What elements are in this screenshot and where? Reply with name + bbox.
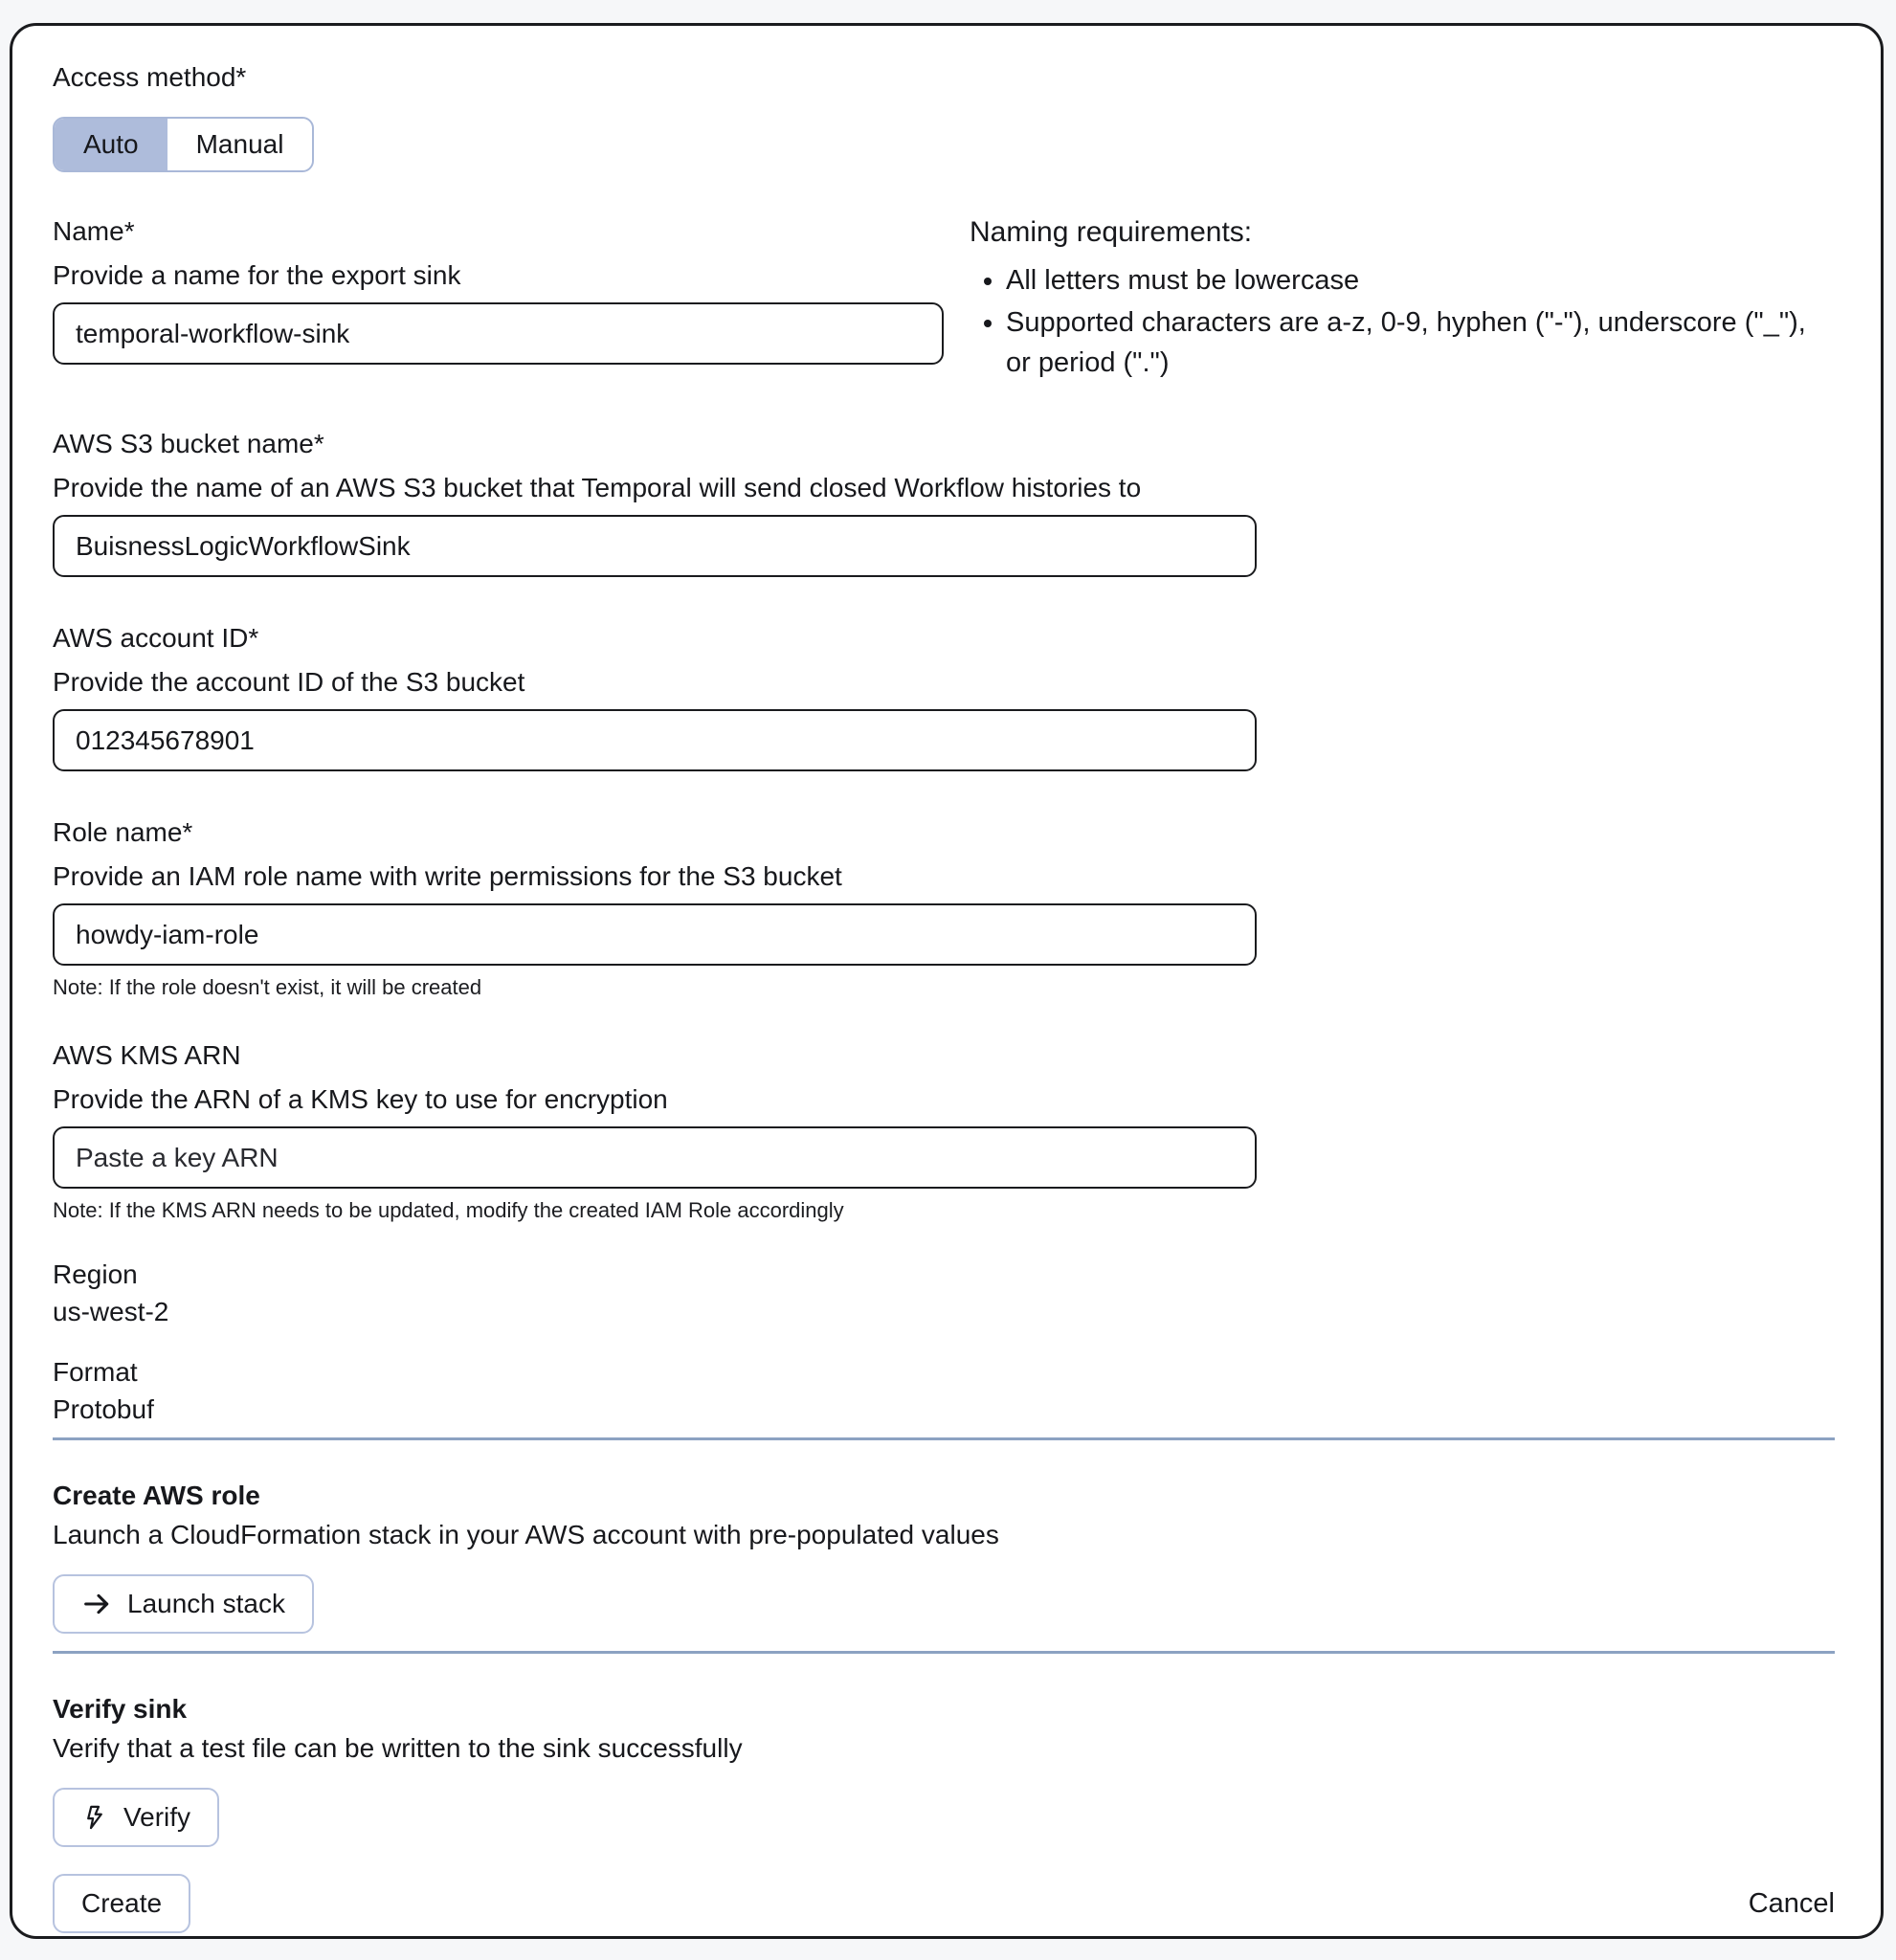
account-id-label: AWS account ID*: [53, 623, 259, 653]
create-aws-role-title: Create AWS role: [53, 1481, 260, 1510]
kms-arn-description: Provide the ARN of a KMS key to use for encryption: [53, 1084, 668, 1114]
export-sink-form-card: [10, 23, 1884, 1939]
verify-button-label: Verify: [123, 1802, 191, 1832]
launch-stack-button-label: Launch stack: [127, 1589, 285, 1618]
name-input[interactable]: [53, 302, 944, 365]
section-divider: [53, 1437, 1835, 1440]
name-field: [53, 214, 944, 383]
region-label: Region: [53, 1259, 138, 1289]
account-id-description: Provide the account ID of the S3 bucket: [53, 667, 525, 697]
cancel-button[interactable]: Cancel: [1748, 1887, 1835, 1919]
naming-requirement-item: • All letters must be lowercase: [1006, 260, 1835, 301]
verify-sink-section: [53, 1692, 1835, 1847]
role-name-input[interactable]: [53, 903, 1257, 966]
region-value: us-west-2: [53, 1297, 169, 1326]
role-name-note: Note: If the role doesn't exist, it will be created: [53, 975, 482, 999]
naming-requirements: [970, 214, 1835, 383]
create-aws-role-section: [53, 1479, 1835, 1634]
naming-requirements-list: [970, 260, 1835, 383]
form-actions: [53, 1874, 1835, 1933]
s3-bucket-description: Provide the name of an AWS S3 bucket that Temporal will send closed Workflow histories to: [53, 473, 1142, 502]
create-button-label: Create: [81, 1888, 163, 1918]
kms-arn-label: AWS KMS ARN: [53, 1040, 241, 1070]
account-id-field: [53, 621, 1835, 771]
access-method-toggle: [53, 117, 314, 172]
role-name-field: [53, 815, 1835, 1000]
access-method-option-auto[interactable]: Auto: [55, 119, 167, 170]
region-readout: [53, 1258, 1835, 1328]
create-aws-role-description: Launch a CloudFormation stack in your AWS account with pre-populated values: [53, 1520, 999, 1549]
s3-bucket-field: [53, 427, 1835, 577]
naming-requirement-item: • Supported characters are a-z, 0-9, hyphen ("-"), underscore ("_"), or period ("."): [1006, 302, 1835, 383]
create-button[interactable]: [53, 1874, 190, 1933]
access-method-label: Access method*: [53, 62, 247, 92]
name-label: Name*: [53, 216, 135, 246]
verify-button[interactable]: [53, 1788, 219, 1847]
s3-bucket-label: AWS S3 bucket name*: [53, 429, 324, 458]
access-method-option-manual[interactable]: Manual: [167, 119, 313, 170]
account-id-input[interactable]: [53, 709, 1257, 771]
arrow-right-icon: [81, 1589, 112, 1619]
format-label: Format: [53, 1357, 138, 1387]
kms-arn-input[interactable]: [53, 1126, 1257, 1189]
role-name-description: Provide an IAM role name with write permissions for the S3 bucket: [53, 861, 842, 891]
lightning-bolt-icon: [81, 1804, 108, 1831]
format-value: Protobuf: [53, 1394, 154, 1424]
naming-requirements-title: Naming requirements:: [970, 216, 1253, 248]
kms-arn-note: Note: If the KMS ARN needs to be updated, modify the created IAM Role accordingly: [53, 1198, 844, 1222]
s3-bucket-input[interactable]: [53, 515, 1257, 577]
section-divider: [53, 1651, 1835, 1654]
name-and-requirements-row: [53, 214, 1835, 383]
format-readout: [53, 1355, 1835, 1426]
kms-arn-field: [53, 1038, 1835, 1223]
launch-stack-button[interactable]: [53, 1574, 314, 1634]
verify-sink-title: Verify sink: [53, 1694, 188, 1724]
role-name-label: Role name*: [53, 817, 193, 847]
verify-sink-description: Verify that a test file can be written to the sink successfully: [53, 1733, 743, 1763]
name-description: Provide a name for the export sink: [53, 260, 461, 290]
